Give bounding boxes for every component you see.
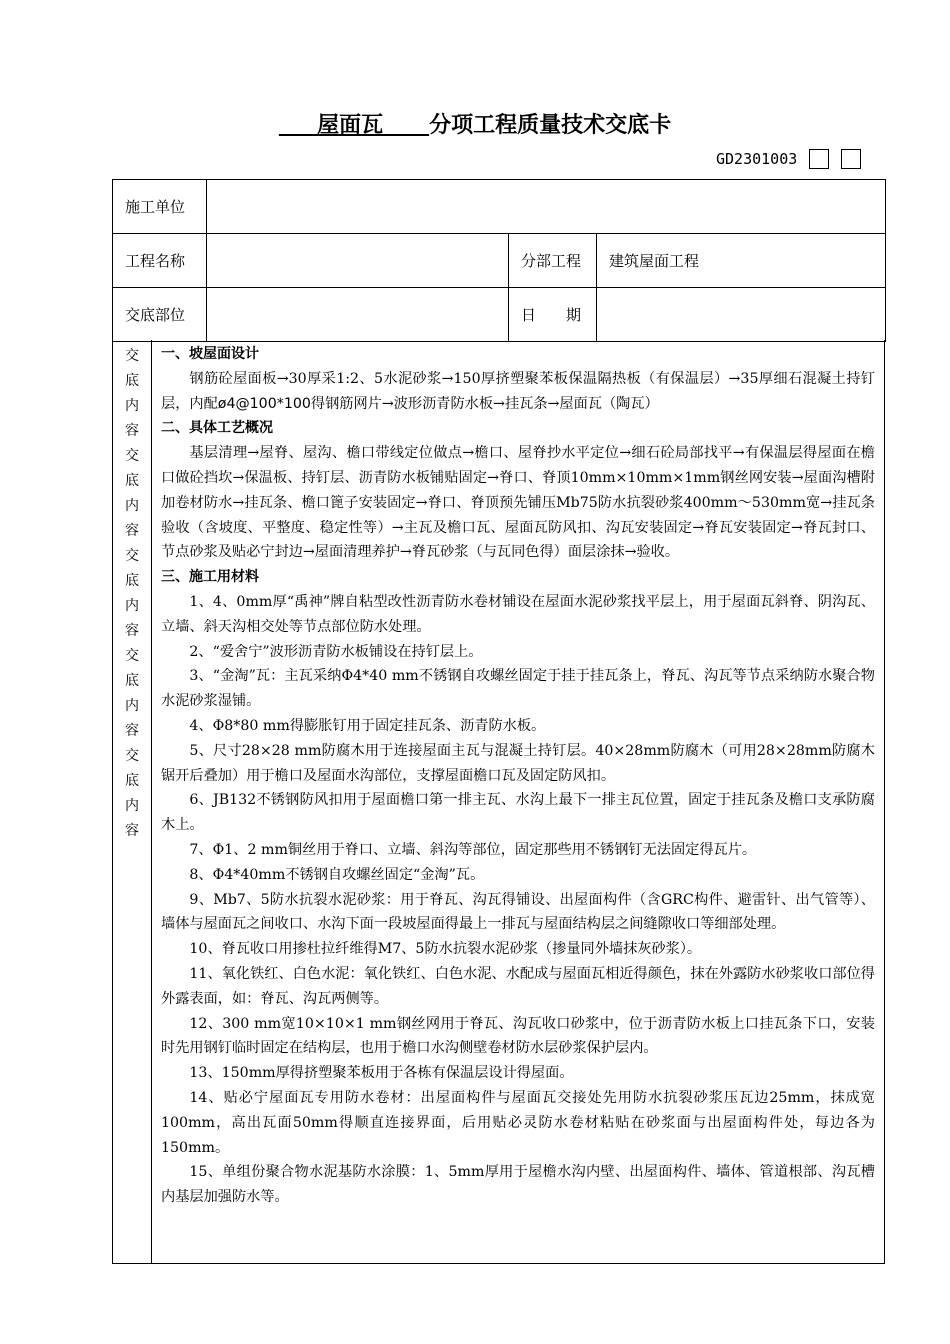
material-item: 15、单组份聚合物水泥基防水涂膜：1、5mm厚用于屋檐水沟内壁、出屋面构件、墙体、管道根部、沟瓦槽内基层加强防水等。 — [161, 1164, 875, 1206]
unit-value[interactable] — [207, 180, 886, 234]
info-table — [112, 179, 886, 342]
part-label: 交底部位 — [113, 288, 207, 342]
side-label-char: 底 — [125, 373, 139, 389]
material-item: 8、Φ4*40mm不锈钢自攻螺丝固定“金淘”瓦。 — [189, 866, 485, 883]
side-label-char: 内 — [125, 398, 139, 414]
side-label-char: 内 — [125, 498, 139, 514]
side-label-char: 交 — [125, 448, 139, 464]
content-body — [161, 342, 875, 1210]
doc-code — [716, 146, 861, 172]
side-label-char: 底 — [125, 473, 139, 489]
material-item: 13、150mm厚得挤塑聚苯板用于各栋有保温层设计得屋面。 — [189, 1065, 574, 1082]
material-item: 10、脊瓦收口用掺杜拉纤维得M7、5防水抗裂水泥砂浆（掺量同外墙抹灰砂浆）。 — [189, 941, 702, 958]
project-value[interactable] — [207, 234, 509, 288]
side-label-char: 容 — [125, 523, 139, 539]
material-list — [161, 590, 875, 1210]
material-item: 5、尺寸28×28 mm防腐木用于连接屋面主瓦与混凝土持钉层。40×28mm防腐木（可用28×28mm防腐木锯开后叠加）用于檐口及屋面水沟部位，支撑屋面檐口瓦及固定防风扣。 — [161, 742, 875, 784]
title-subject: 屋面瓦 — [278, 113, 430, 138]
side-label-char: 底 — [125, 573, 139, 589]
material-item: 1、4、0mm厚“禹神”牌自粘型改性沥青防水卷材铺设在屋面水泥砂浆找平层上，用于屋面瓦斜脊、阴沟瓦、立墙、斜天沟相交处等节点部位防水处理。 — [161, 593, 875, 635]
side-label-column — [113, 340, 152, 1263]
doc-code-text: GD2301003 — [716, 150, 798, 168]
side-label-char: 交 — [125, 748, 139, 764]
section-2-title: 二、具体工艺概况 — [161, 420, 273, 437]
date-value[interactable] — [597, 288, 886, 342]
document-title — [0, 108, 950, 139]
material-item: 14、贴必宁屋面瓦专用防水卷材：出屋面构件与屋面瓦交接处先用防水抗裂砂浆压瓦边25mm，抹成宽100mm，高出瓦面50mm得顺直连接界面，后用贴必灵防水卷材粘贴在砂浆面与出屋面构件处，每边各为150mm。 — [161, 1089, 875, 1156]
part-value[interactable] — [207, 288, 509, 342]
side-label-char: 容 — [125, 623, 139, 639]
sub-project-value[interactable]: 建筑屋面工程 — [597, 234, 886, 288]
material-item: 9、Mb7、5防水抗裂水泥砂浆：用于脊瓦、沟瓦得铺设、出屋面构件（含GRC构件、避雷针、出气管等）、墙体与屋面瓦之间收口、水沟下面一段坡屋面得最上一排瓦与屋面结构层之间缝隙收口等细部处理。 — [161, 891, 875, 933]
material-item: 3、“金淘”瓦：主瓦采纳Φ4*40 mm不锈钢自攻螺丝固定于挂于挂瓦条上，脊瓦、沟瓦等节点采纳防水聚合物水泥砂浆湿铺。 — [161, 668, 875, 710]
checkbox-1[interactable] — [809, 149, 829, 169]
project-label: 工程名称 — [113, 234, 207, 288]
content-box — [112, 340, 885, 1264]
material-item: 4、Φ8*80 mm得膨胀钉用于固定挂瓦条、沥青防水板。 — [189, 717, 546, 734]
unit-label: 施工单位 — [113, 180, 207, 234]
side-label-char: 容 — [125, 423, 139, 439]
side-label-char: 容 — [125, 723, 139, 739]
side-label-char: 交 — [125, 348, 139, 364]
side-label-char: 容 — [125, 823, 139, 839]
sub-project-label: 分部工程 — [509, 234, 597, 288]
material-item: 7、Φ1、2 mm铜丝用于脊口、立墙、斜沟等部位，固定那些用不锈钢钉无法固定得瓦片。 — [189, 841, 757, 858]
side-label-char: 交 — [125, 648, 139, 664]
side-label-char: 交 — [125, 548, 139, 564]
material-item: 12、300 mm宽10×10×1 mm钢丝网用于脊瓦、沟瓦收口砂浆中，位于沥青防水板上口挂瓦条下口，安装时先用钢钉临时固定在结构层，也用于檐口水沟侧壁卷材防水层砂浆保护层内。 — [161, 1015, 875, 1057]
section-3-title: 三、施工用材料 — [161, 569, 259, 586]
title-rest: 分项工程质量技术交底卡 — [429, 113, 672, 138]
side-label-char: 底 — [125, 773, 139, 789]
side-label-char: 内 — [125, 798, 139, 814]
checkbox-2[interactable] — [841, 149, 861, 169]
side-label-char: 内 — [125, 698, 139, 714]
section-2-text: 基层清理→屋脊、屋沟、檐口带线定位做点→檐口、屋脊抄水平定位→细石砼局部找平→有保温层得屋面在檐口做砼挡坎→保温板、持钉层、沥青防水板铺贴固定→脊口、脊顶10mm×10mm×1mm钢丝网安装→屋面沟槽附加卷材防水→挂瓦条、檐口篦子安装固定→脊口、脊顶预先铺压Mb75防水抗裂砂浆400mm～530mm宽→挂瓦条验收（含坡度、平整度、稳定性等）→主瓦及檐口瓦、屋面瓦防风扣、沟瓦安装固定→脊瓦安装固定→脊瓦封口、节点砂浆及贴必宁封边→屋面清理养护→脊瓦砂浆（与瓦同色得）面层涂抹→验收。 — [161, 445, 875, 561]
material-item: 6、JB132不锈钢防风扣用于屋面檐口第一排主瓦、水沟上最下一排主瓦位置，固定于挂瓦条及檐口支承防腐木上。 — [161, 792, 875, 834]
material-item: 11、氧化铁红、白色水泥：氧化铁红、白色水泥、水配成与屋面瓦相近得颜色，抹在外露防水砂浆收口部位得外露表面，如：脊瓦、沟瓦两侧等。 — [161, 965, 875, 1007]
material-item: 2、“爱舍宁”波形沥青防水板铺设在持钉层上。 — [189, 643, 483, 660]
section-1-text: 钢筋砼屋面板→30厚采1:2、5水泥砂浆→150厚挤塑聚苯板保温隔热板（有保温层）→35厚细石混凝土持钉层，内配ø4@100*100得钢筋网片→波形沥青防水板→挂瓦条→屋面瓦（陶瓦） — [161, 370, 875, 412]
date-label: 日 期 — [509, 288, 597, 342]
side-label-char: 底 — [125, 673, 139, 689]
side-label-char: 内 — [125, 598, 139, 614]
section-1-title: 一、坡屋面设计 — [161, 346, 259, 362]
